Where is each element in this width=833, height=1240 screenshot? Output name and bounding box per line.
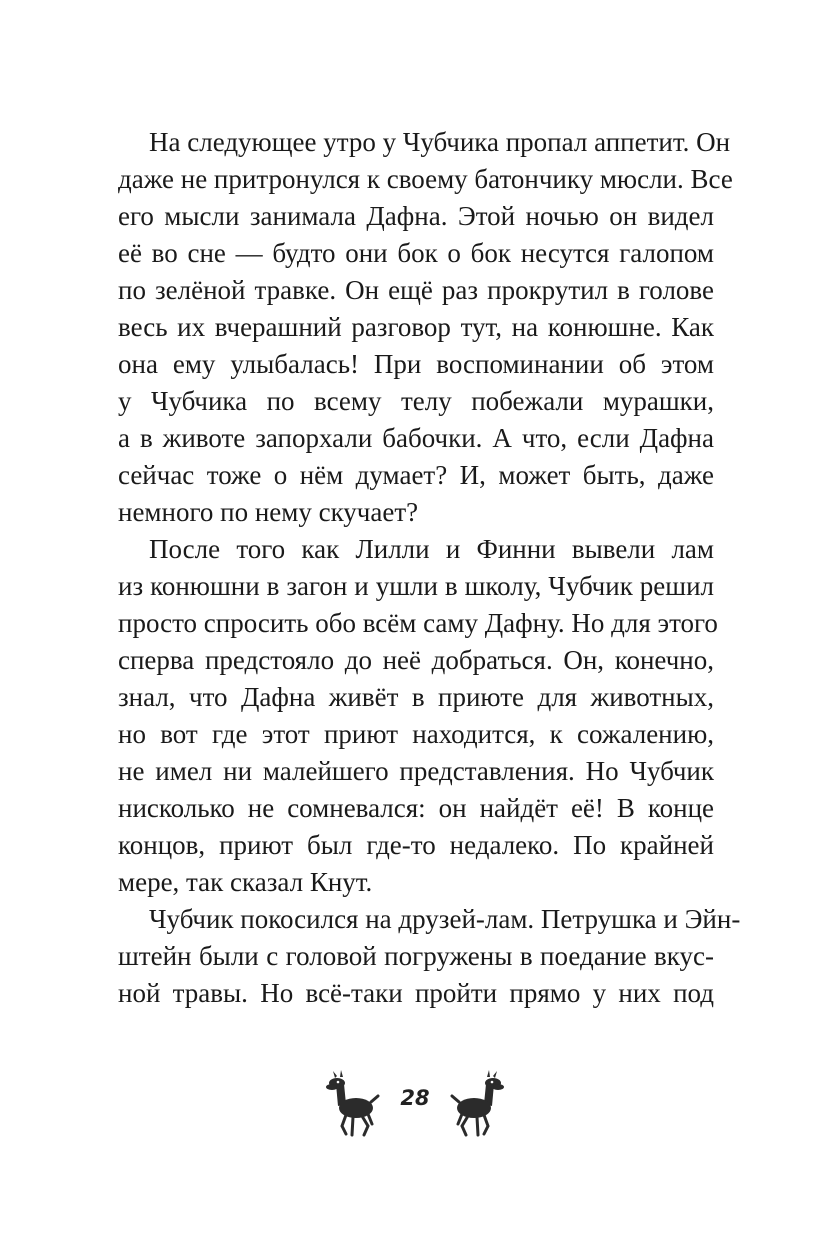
page-body [118,124,741,1012]
text-line: сперва предстояло до неё добраться. Он, конечно, [118,645,714,675]
paragraph-2 [118,531,718,901]
text-line: а в животе запорхали бабочки. А что, если Дафна [118,423,714,453]
page-number: 28 [400,1086,430,1110]
page-footer [320,1070,510,1142]
paragraph-3 [118,901,741,1012]
text-line: её во сне — будто они бок о бок несутся галопом [118,238,714,268]
text-line: но вот где этот приют находится, к сожалению, [118,719,714,749]
text-line: у Чубчика по всему телу побежали мурашки, [118,386,714,416]
text-line: ной травы. Но всё-таки пройти прямо у них под [118,978,714,1008]
text-line: просто спросить обо всём саму Дафну. Но для этого [118,608,718,638]
text-line: она ему улыбалась! При воспоминании об этом [118,349,714,379]
text-line: сейчас тоже о нём думает? И, может быть, даже [118,460,714,490]
llama-icon [450,1070,510,1138]
paragraph-1 [118,124,733,531]
text-line: На следующее утро у Чубчика пропал аппетит. Он [149,127,731,157]
text-line: знал, что Дафна живёт в приюте для животных, [118,682,714,712]
text-line: весь их вчерашний разговор тут, на конюшне. Как [118,312,714,342]
text-line: штейн были с головой погружены в поедание вкус- [118,941,714,971]
llama-icon [320,1070,380,1138]
text-line: не имел ни малейшего представления. Но Чубчик [118,756,714,786]
text-line: его мысли занимала Дафна. Этой ночью он видел [118,201,714,231]
text-line: немного по нему скучает? [118,497,419,527]
text-line: нисколько не сомневался: он найдёт её! В конце [118,793,714,823]
text-line: Чубчик покосился на друзей-лам. Петрушка и Эйн- [149,904,741,934]
text-line: даже не притронулся к своему батончику мюсли. Все [118,164,733,194]
text-line: из конюшни в загон и ушли в школу, Чубчик решил [118,571,714,601]
text-line: по зелёной травке. Он ещё раз прокрутил в голове [118,275,714,305]
text-line: После того как Лилли и Финни вывели лам [149,534,714,564]
text-line: концов, приют был где-то недалеко. По крайней [118,830,714,860]
text-line: мере, так сказал Кнут. [118,867,373,897]
